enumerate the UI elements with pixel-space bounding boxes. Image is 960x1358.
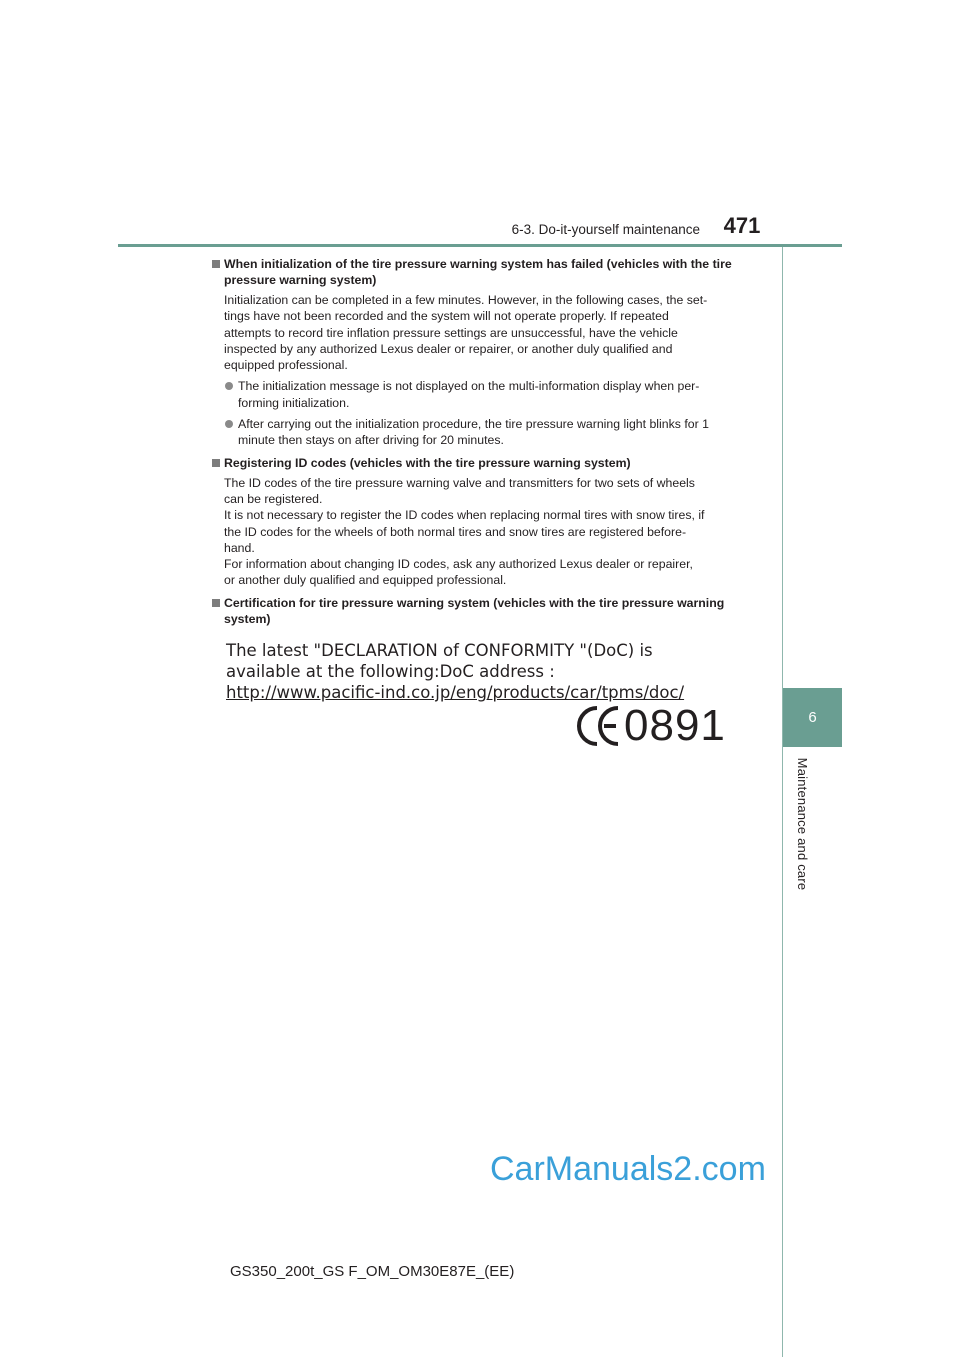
bullet-item: The initialization message is not displayed on the multi-information display when per- forming initialization. xyxy=(212,378,754,411)
round-bullet-icon xyxy=(225,382,233,390)
doc-notice xyxy=(226,640,726,703)
page-content xyxy=(212,256,754,627)
side-line xyxy=(782,247,783,1357)
doc-notice-line: available at the following:DoC address : xyxy=(226,662,555,681)
watermark: CarManuals2.com xyxy=(490,1150,766,1188)
header-section-title: 6-3. Do-it-yourself maintenance xyxy=(511,222,700,237)
section-heading: When initialization of the tire pressure warning system has failed (vehicles with the tire pressure warning system) xyxy=(212,256,754,288)
header-rule xyxy=(118,244,842,247)
page-number: 471 xyxy=(723,213,761,238)
square-bullet-icon xyxy=(212,459,220,467)
section-heading: Certification for tire pressure warning system (vehicles with the tire pressure warning system) xyxy=(212,595,754,627)
bullet-item: After carrying out the initialization procedure, the tire pressure warning light blinks for 1 minute then stays on after driving for 20 minutes. xyxy=(212,416,754,449)
section-paragraph: Initialization can be completed in a few minutes. However, in the following cases, the set- tings have not been recorded and the system will not operate properly. If repeated attempts to record tire inflation pressure settings are unsuccessful, have the vehicle inspected by any authorized Lexus dealer or repairer, or another duly qualified and equipped professional. xyxy=(224,293,708,373)
section-heading: Registering ID codes (vehicles with the tire pressure warning system) xyxy=(212,455,754,471)
ce-logo-icon xyxy=(576,704,620,748)
footer-code: GS350_200t_GS F_OM_OM30E87E_(EE) xyxy=(230,1263,515,1280)
doc-url-link[interactable]: http://www.pacific-ind.co.jp/eng/products/car/tpms/doc/ xyxy=(226,683,685,702)
chapter-tab: 6 xyxy=(783,688,842,747)
ce-number: 0891 xyxy=(624,701,726,750)
section-paragraph: The ID codes of the tire pressure warning valve and transmitters for two sets of wheels can be registered. It is not necessary to register the ID codes when replacing normal tires with snow tires, if the ID codes for the wheels of both normal tires and snow tires are registered before- hand. For information about changing ID codes, ask any authorized Lexus dealer or repairer, or another duly qualified and equipped professional. xyxy=(224,475,705,588)
ce-mark xyxy=(576,703,726,749)
square-bullet-icon xyxy=(212,260,220,268)
square-bullet-icon xyxy=(212,599,220,607)
doc-notice-line: The latest "DECLARATION of CONFORMITY "(DoC) is xyxy=(226,641,653,660)
round-bullet-icon xyxy=(225,420,233,428)
chapter-label: Maintenance and care xyxy=(795,757,810,891)
